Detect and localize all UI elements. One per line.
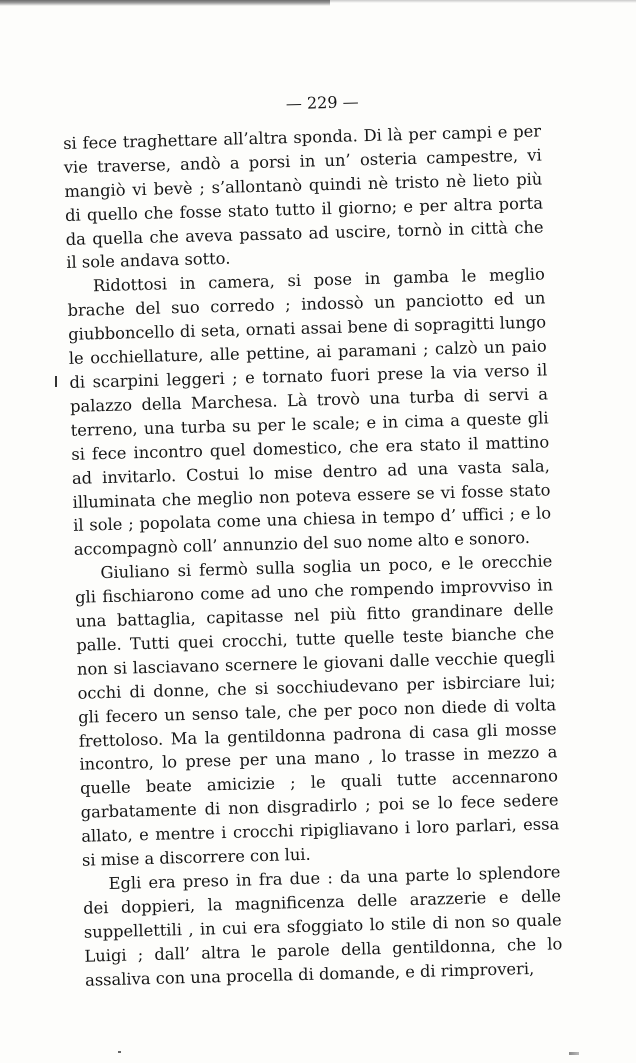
page-text-block: [62, 85, 563, 992]
paragraph-continued: si fece traghettare all’altra sponda. Di là per campi e per vie traverse, andò a porsi in un’ osteria campestre, vi mangiò vi bevè ; s’allontanò quindi nè tristo nè lieto più di quello che fosse stato tutto il giorno; e per altra porta da quella che aveva passato ad uscire, tornò in città che il sole andava sotto.: [62, 121, 544, 273]
paragraph: Giuliano si fermò sulla soglia un poco, e le orecchie gli fischiarono come ad uno che rompendo improvviso in una battaglia, capitasse nel più fitto grandinare delle palle. Tutti quei crocchi, tutte quelle teste bianche che non si lasciavano scernere le giovani dalle vecchie quegli occhi di donne, che si socchiudevano per isbirciare lui; gli fecero un senso tale, che per poco non diede di volta frettoloso. Ma la gentildonna padrona di casa gli mosse incontro, lo prese per una mano , lo trasse in mezzo a quelle beate amicizie ; le quali tutte accennarono garbatamente di non disgradirlo ; poi se lo fece sedere allato, e mentre i crocchi ripigliavano i loro parlari, essa si mise a discorrere con lui.: [74, 551, 560, 870]
margin-mark: [55, 376, 57, 387]
paragraph: Ridottosi in camera, si pose in gamba le meglio brache del suo corredo ; indossò un panciotto ed un giubboncello di seta, ornati assai bene di sopragitti lungo le occhiellature, alle pettine, ai paramani ; calzò un paio di scarpini leggeri ; e tornato fuori prese la via verso il palazzo della Marchesa. Là trovò una turba di servi a terreno, una turba su per le scale; e in cima a queste gli si fece incontro quel domestico, che era stato il mattino ad invitarlo. Costui lo mise dentro ad una vasta sala, illuminata che meglio non poteva essere se vi fosse stato il sole ; popolata come una chiesa in tempo d’ uffici ; e lo accompagnò coll’ annunzio del suo nome alto e sonoro.: [67, 264, 552, 560]
page-number: — 229 —: [285, 92, 359, 114]
paragraph: Egli era preso in fra due : da una parte lo splendore dei doppieri, la magnificenza delle arazzerie e delle suppellettili , in cui era sfoggiato lo stile di non so quale Luigi ; dall’ altra le parole della gentildonna, che lo assaliva con una procella di domande, e di rimproveri,: [82, 862, 563, 990]
scan-edge-shadow-faint: [330, 0, 636, 3]
scan-speck: [569, 1052, 579, 1055]
scan-speck: [118, 1051, 121, 1053]
scan-edge-shadow: [0, 0, 330, 6]
